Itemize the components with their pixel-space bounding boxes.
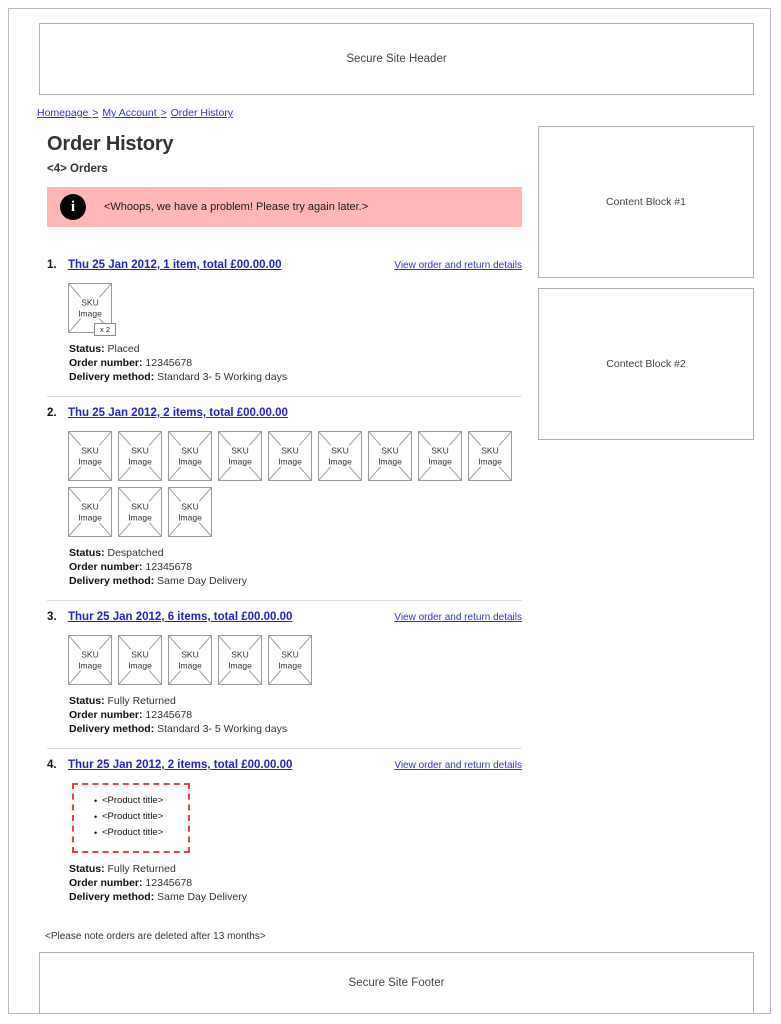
error-alert [47, 187, 522, 227]
content-block-2 [538, 288, 754, 440]
order-number-label: Order number: [69, 357, 143, 369]
sku-image-label-line1: SKU [131, 445, 149, 456]
sku-image-label-line2: Image [478, 456, 502, 466]
sku-image-label-line1: SKU [181, 445, 199, 456]
sku-image-placeholder [368, 431, 412, 481]
delivery-method-label: Delivery method: [69, 723, 155, 735]
info-icon: i [60, 194, 86, 220]
delivery-method-label: Delivery method: [69, 891, 155, 903]
order-number-label-row [69, 560, 522, 574]
order-index: 3. [47, 611, 57, 623]
order-header [47, 407, 522, 423]
sku-thumbnail-list [68, 283, 538, 333]
breadcrumb-item-homepage[interactable]: Homepage [37, 107, 92, 119]
sku-image-placeholder [168, 431, 212, 481]
sku-image-placeholder [68, 635, 112, 685]
quantity-badge: x 2 [94, 323, 116, 336]
order-item [47, 249, 522, 384]
order-summary-link[interactable]: Thu 25 Jan 2012, 1 item, total £00.00.00 [68, 259, 282, 271]
sku-image-label-line1: SKU [431, 445, 449, 456]
delivery-method-value: Same Day Delivery [154, 891, 247, 903]
sku-image-placeholder [68, 431, 112, 481]
sku-image-label-line2: Image [228, 660, 252, 670]
sku-image-label-line1: SKU [281, 445, 299, 456]
product-title-item: • <Product title> [94, 793, 182, 809]
order-number-label: Order number: [69, 561, 143, 573]
product-title-list [80, 793, 182, 841]
sku-image-placeholder [118, 487, 162, 537]
breadcrumb-separator: > [160, 107, 167, 119]
delivery-method-label-row [69, 370, 522, 384]
status-value: Despatched [104, 547, 164, 559]
status-label: Status: [69, 343, 105, 355]
delivery-method-label: Delivery method: [69, 371, 155, 383]
breadcrumb-item-order-history[interactable]: Order History [170, 107, 234, 119]
order-index: 2. [47, 407, 57, 419]
order-number-value: 12345678 [142, 877, 193, 889]
order-meta [69, 342, 522, 384]
breadcrumb [37, 107, 233, 119]
order-summary-link[interactable]: Thu 25 Jan 2012, 2 items, total £00.00.00 [68, 407, 288, 419]
sku-image-label-line1: SKU [481, 445, 499, 456]
view-order-details-link[interactable]: View order and return details [394, 760, 522, 771]
sku-image-placeholder [468, 431, 512, 481]
delivery-method-value: Same Day Delivery [154, 575, 247, 587]
order-meta [69, 862, 522, 904]
delivery-method-value: Standard 3- 5 Working days [154, 371, 288, 383]
sku-image-label-line2: Image [128, 660, 152, 670]
sku-image-label-line2: Image [78, 308, 102, 318]
sku-image-label-line2: Image [278, 660, 302, 670]
delivery-method-label-row [69, 722, 522, 736]
sku-image-label-line2: Image [78, 660, 102, 670]
sku-image-placeholder [118, 635, 162, 685]
sku-image-placeholder [68, 283, 112, 333]
sku-image-label-line2: Image [178, 512, 202, 522]
status-label-row [69, 342, 522, 356]
sku-image-label-line1: SKU [231, 445, 249, 456]
product-title-item: • <Product title> [94, 809, 182, 825]
sku-image-label-line2: Image [178, 660, 202, 670]
order-number-value: 12345678 [142, 561, 193, 573]
sku-image-label-line2: Image [428, 456, 452, 466]
order-deletion-note: <Please note orders are deleted after 13 months> [45, 931, 266, 942]
order-number-value: 12345678 [142, 357, 193, 369]
status-label: Status: [69, 695, 105, 707]
status-label-row [69, 546, 522, 560]
sku-image-label-line2: Image [78, 456, 102, 466]
sku-image-label-line2: Image [128, 512, 152, 522]
sku-image-label-line1: SKU [231, 649, 249, 660]
view-order-details-link[interactable]: View order and return details [394, 260, 522, 271]
order-index: 4. [47, 759, 57, 771]
content-block-1 [538, 126, 754, 278]
order-summary-link[interactable]: Thur 25 Jan 2012, 6 items, total £00.00.00 [68, 611, 293, 623]
content-block-1-label: Content Block #1 [606, 196, 686, 208]
sku-thumbnail-list [68, 635, 538, 685]
sku-image-label-line1: SKU [131, 501, 149, 512]
product-title-annotation [72, 783, 190, 853]
sku-image-label-line1: SKU [81, 297, 99, 308]
secure-site-footer-label: Secure Site Footer [348, 977, 445, 989]
sku-image-label-line1: SKU [131, 649, 149, 660]
sku-image-label-line2: Image [178, 456, 202, 466]
sku-image-placeholder [268, 431, 312, 481]
secure-site-header [39, 23, 754, 95]
order-number-value: 12345678 [142, 709, 193, 721]
sku-image-label-line2: Image [328, 456, 352, 466]
sku-image-label-line1: SKU [181, 501, 199, 512]
delivery-method-value: Standard 3- 5 Working days [154, 723, 288, 735]
sku-image-label-line1: SKU [81, 649, 99, 660]
status-label: Status: [69, 547, 105, 559]
status-value: Fully Returned [104, 695, 176, 707]
delivery-method-label-row [69, 890, 522, 904]
status-value: Placed [104, 343, 140, 355]
sku-image-label-line2: Image [128, 456, 152, 466]
sku-image-label-line1: SKU [281, 649, 299, 660]
order-item [47, 396, 522, 588]
sku-image-label-line2: Image [278, 456, 302, 466]
sku-image-label-line1: SKU [181, 649, 199, 660]
order-number-label-row [69, 708, 522, 722]
order-summary-link[interactable]: Thur 25 Jan 2012, 2 items, total £00.00.00 [68, 759, 293, 771]
sku-image-label-line1: SKU [331, 445, 349, 456]
sku-image-placeholder [168, 487, 212, 537]
sku-image-placeholder [218, 431, 262, 481]
order-number-label: Order number: [69, 877, 143, 889]
error-alert-message: <Whoops, we have a problem! Please try again later.> [104, 201, 369, 213]
sku-image-label-line1: SKU [381, 445, 399, 456]
status-label: Status: [69, 863, 105, 875]
order-item [47, 600, 522, 736]
order-item [47, 748, 522, 904]
order-meta [69, 546, 522, 588]
breadcrumb-separator: > [92, 107, 99, 119]
page-frame [8, 8, 771, 1014]
sku-image-label-line1: SKU [81, 501, 99, 512]
sku-image-label-line2: Image [78, 512, 102, 522]
order-header [47, 259, 522, 275]
order-number-label: Order number: [69, 709, 143, 721]
delivery-method-label-row [69, 574, 522, 588]
sku-image-placeholder [118, 431, 162, 481]
content-block-2-label: Contect Block #2 [606, 358, 686, 370]
product-title-item: • <Product title> [94, 825, 182, 841]
page-title: Order History [47, 133, 174, 155]
order-list [47, 249, 522, 916]
order-index: 1. [47, 259, 57, 271]
sku-image-label-line2: Image [378, 456, 402, 466]
delivery-method-label: Delivery method: [69, 575, 155, 587]
sku-image-placeholder [268, 635, 312, 685]
status-value: Fully Returned [104, 863, 176, 875]
order-number-label-row [69, 356, 522, 370]
sku-image-placeholder [218, 635, 262, 685]
sku-image-label-line2: Image [228, 456, 252, 466]
status-label-row [69, 694, 522, 708]
view-order-details-link[interactable]: View order and return details [394, 612, 522, 623]
sku-image-label-line1: SKU [81, 445, 99, 456]
status-label-row [69, 862, 522, 876]
order-header [47, 611, 522, 627]
secure-site-footer [39, 952, 754, 1014]
breadcrumb-item-my-account[interactable]: My Account [102, 107, 160, 119]
sku-image-placeholder [318, 431, 362, 481]
sku-image-placeholder [418, 431, 462, 481]
order-header [47, 759, 522, 775]
order-count-label: <4> Orders [47, 163, 108, 175]
secure-site-header-label: Secure Site Header [346, 53, 447, 65]
order-number-label-row [69, 876, 522, 890]
sku-thumbnail-list [68, 431, 538, 537]
sku-image-placeholder [68, 487, 112, 537]
sku-image-placeholder [168, 635, 212, 685]
order-meta [69, 694, 522, 736]
